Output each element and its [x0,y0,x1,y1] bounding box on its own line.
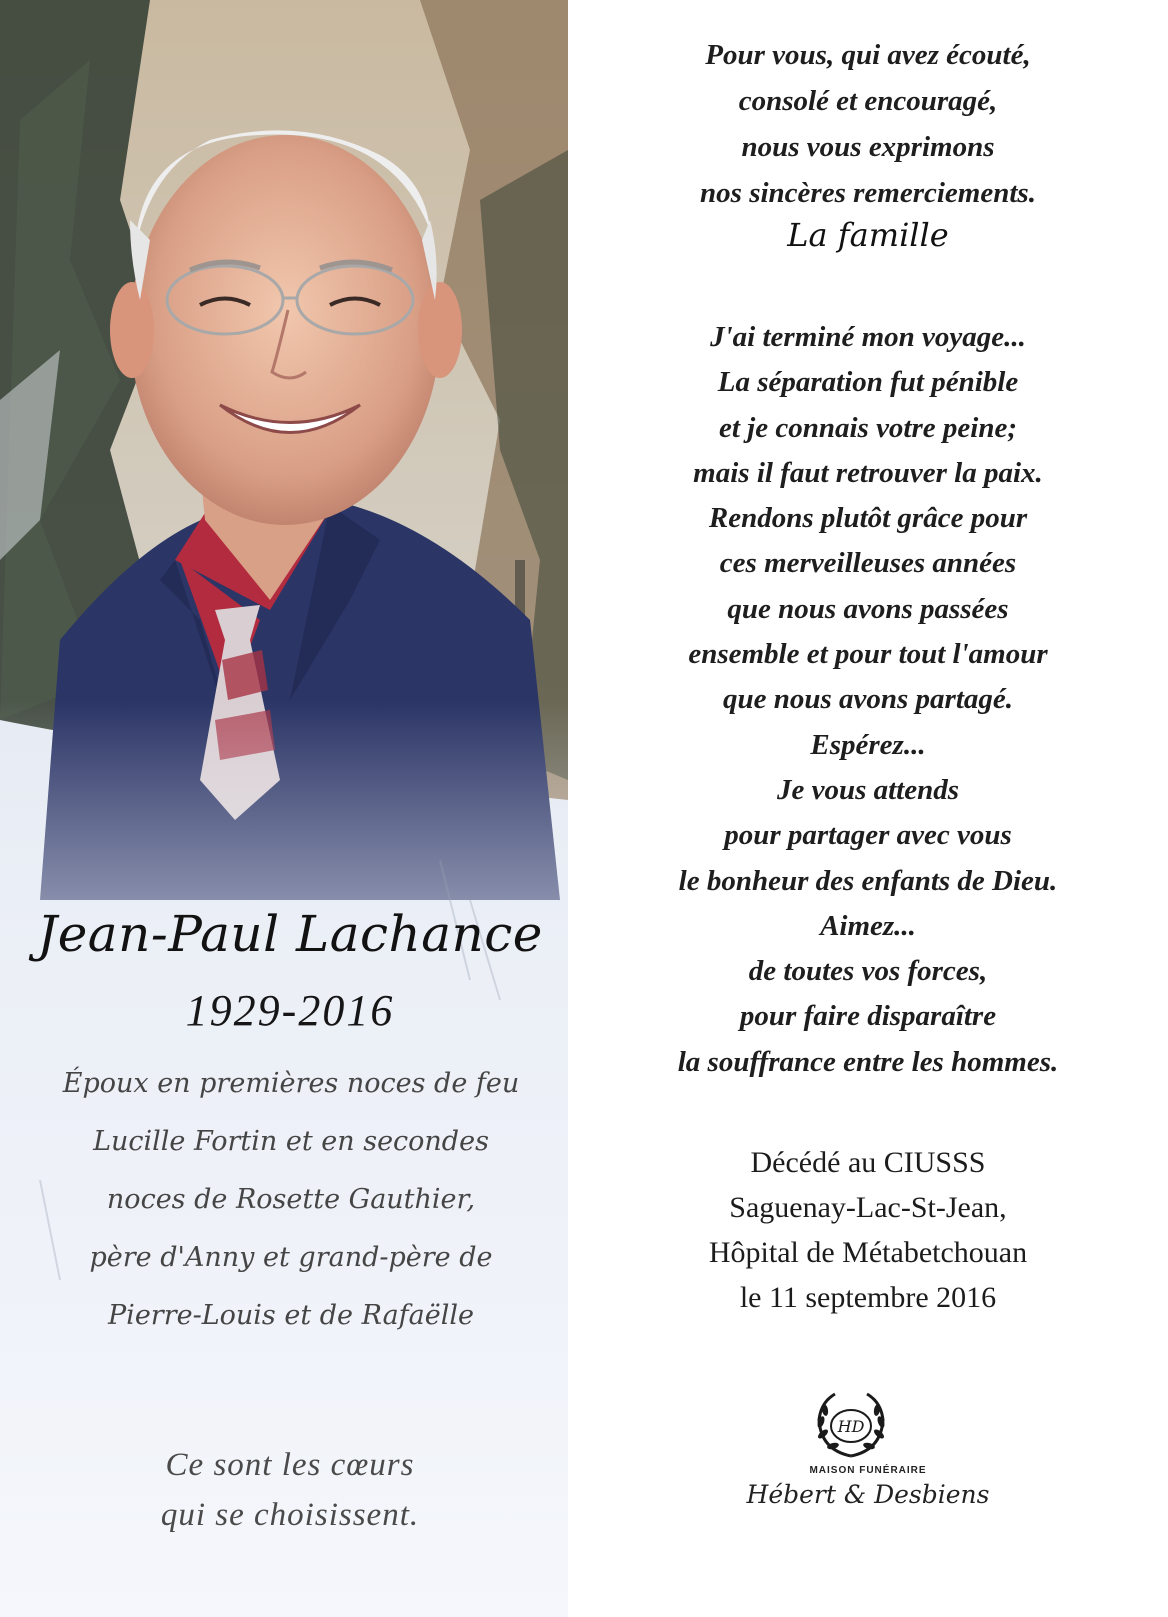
poem-line: que nous avons passées [727,592,1009,625]
poem-line: mais il faut retrouver la paix. [693,456,1043,489]
thanks-line: Pour vous, qui avez écouté, [705,39,1031,71]
quote-line: qui se choisissent. [160,1497,420,1533]
bio-line: Lucille Fortin et en secondes [93,1126,489,1157]
bio-line: Époux en premières noces de feu [62,1068,520,1099]
thanks-line: nous vous exprimons [741,131,995,163]
thanks-line: consolé et encouragé, [738,85,998,117]
poem-line: pour faire disparaître [739,1000,997,1033]
life-years: 1929-2016 [185,986,395,1035]
poem-line: pour partager avec vous [724,819,1012,852]
poem [568,315,1168,1085]
text-panel [568,0,1168,1617]
funeral-home-caption: MAISON FUNÉRAIRE [809,1465,927,1476]
poem-line: le bonheur des enfants de Dieu. [678,864,1058,897]
bio-line: noces de Rosette Gauthier, [106,1184,476,1215]
thanks-line: nos sincères remerciements. [700,177,1036,209]
poem-line: ces merveilleuses années [719,547,1017,580]
funeral-home-name: Hébert & Desbiens [746,1480,990,1509]
thanks-message [568,32,1168,216]
funeral-home-logo-icon [811,1390,891,1462]
bio-line: Pierre-Louis et de Rafaëlle [108,1300,474,1331]
portrait-photo [0,0,568,1617]
deceased-name: Jean-Paul Lachance [37,905,543,963]
death-line: Décédé au CIUSSS [750,1146,986,1179]
poem-line: que nous avons partagé. [722,683,1014,716]
family-signature: La famille [787,216,949,254]
quote-line: Ce sont les cœurs [165,1447,415,1483]
bio-line: père d'Anny et grand-père de [89,1242,493,1273]
death-line: le 11 septembre 2016 [739,1281,997,1314]
photo-panel [0,0,568,1617]
poem-line: Rendons plutôt grâce pour [708,502,1028,535]
poem-line: ensemble et pour tout l'amour [688,638,1048,671]
logo-monogram: HD [837,1417,865,1436]
poem-line: de toutes vos forces, [748,955,988,988]
poem-line: La séparation fut pénible [717,366,1019,399]
poem-line: la souffrance entre les hommes. [677,1045,1059,1078]
death-notice [568,1140,1168,1320]
poem-line: Je vous attends [776,773,960,806]
memorial-quote [20,1440,560,1540]
family-bio [18,1055,564,1345]
poem-line: Espérez... [810,728,926,761]
poem-line: J'ai terminé mon voyage... [710,321,1026,353]
death-line: Saguenay-Lac-St-Jean, [729,1191,1007,1224]
death-line: Hôpital de Métabetchouan [708,1236,1028,1269]
poem-line: Aimez... [820,909,916,942]
poem-line: et je connais votre peine; [718,411,1017,444]
